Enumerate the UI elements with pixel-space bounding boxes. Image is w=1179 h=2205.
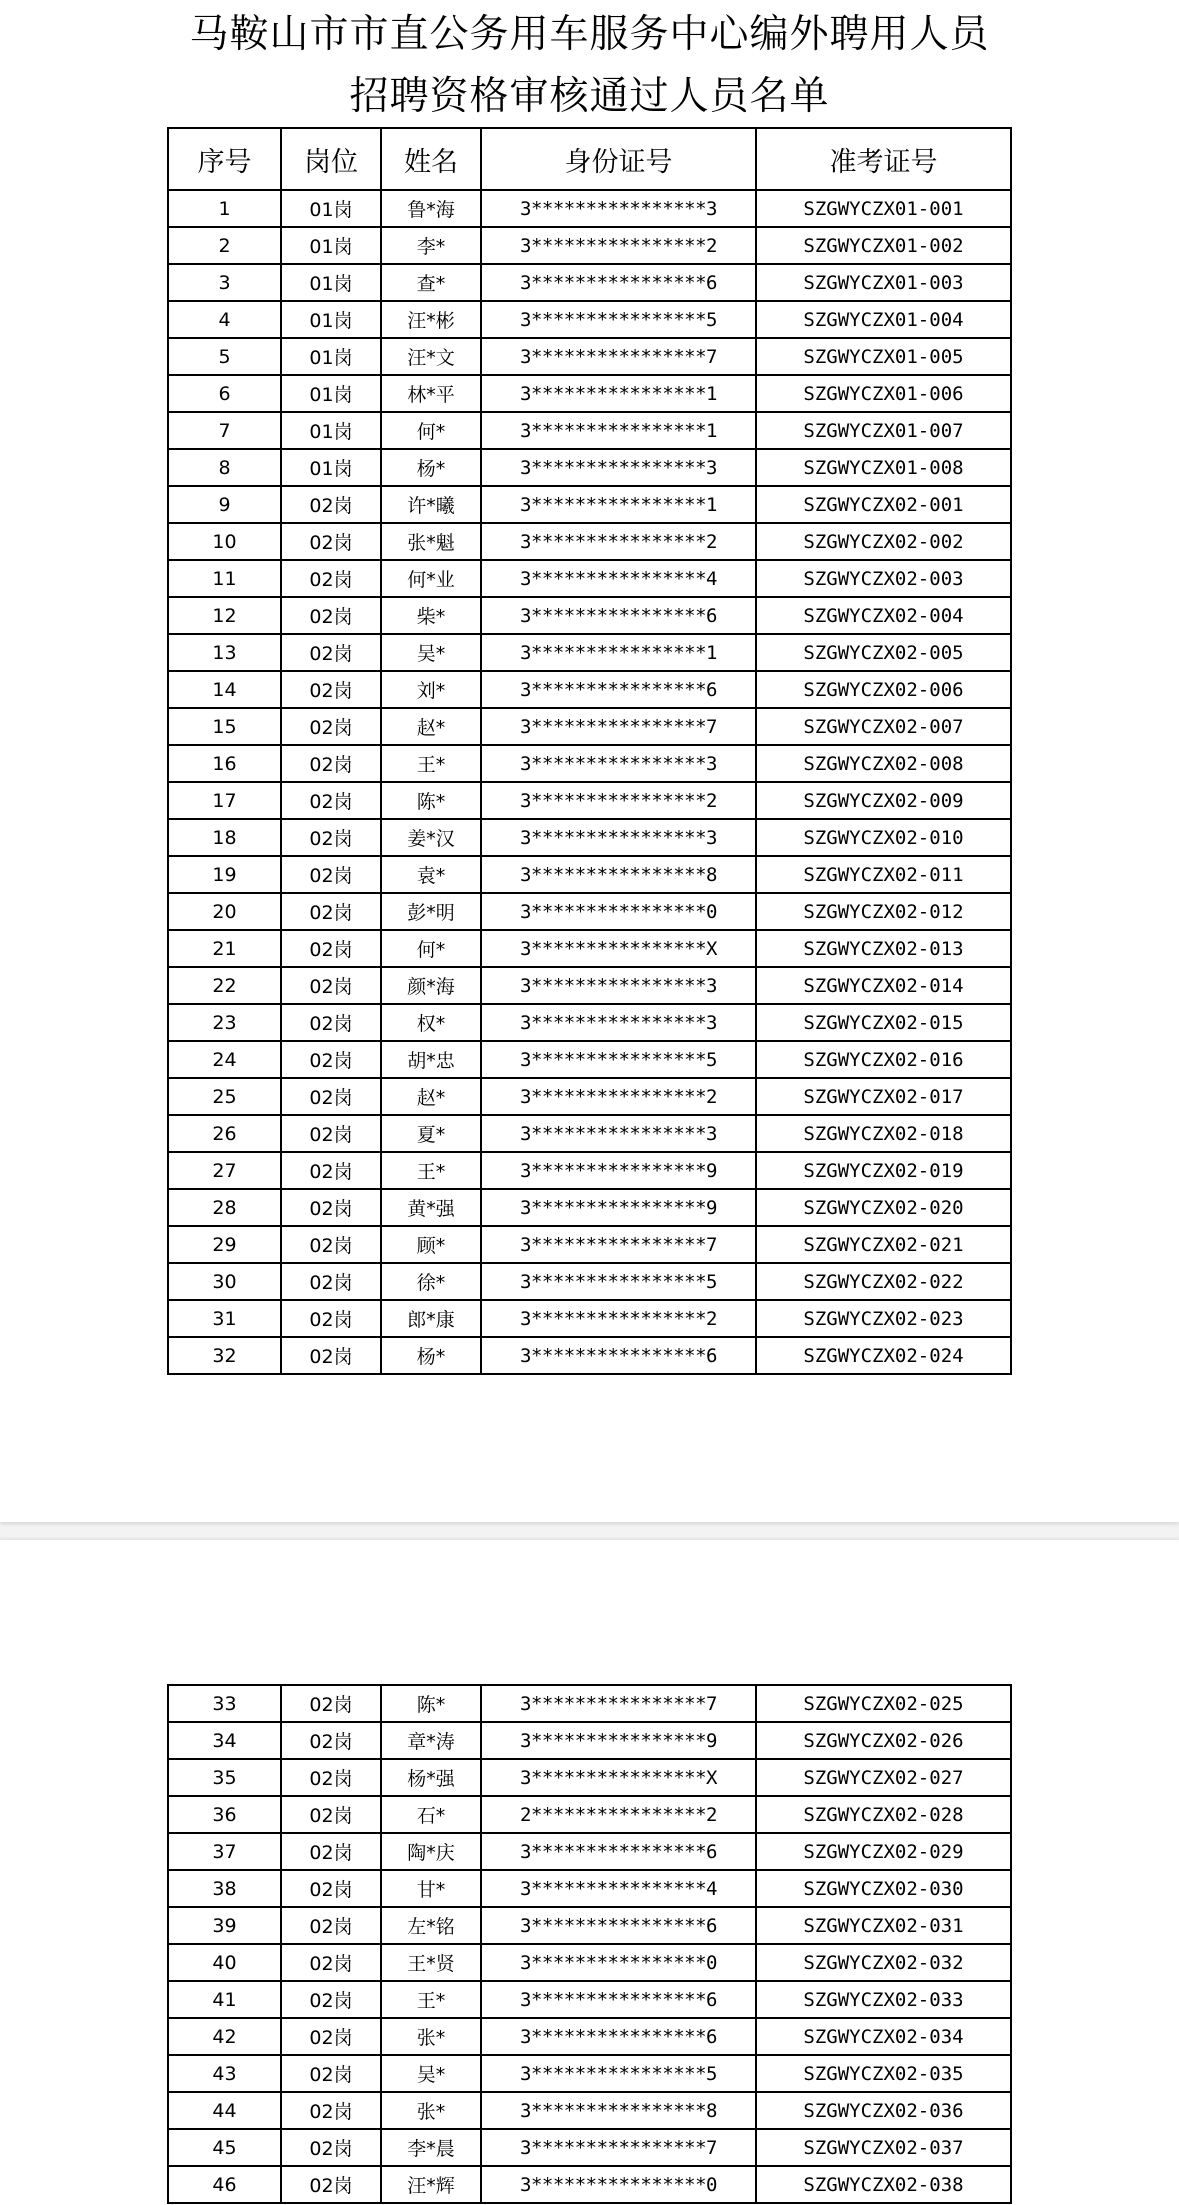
cell-ticket-number: SZGWYCZX02-038 [756,2166,1011,2203]
cell-post: 02岗 [281,486,381,523]
cell-id-number: 3****************3 [481,1115,756,1152]
cell-name: 左*铭 [381,1907,481,1944]
cell-serial: 17 [168,782,281,819]
cell-serial: 27 [168,1152,281,1189]
cell-ticket-number: SZGWYCZX01-005 [756,338,1011,375]
cell-post: 02岗 [281,2055,381,2092]
cell-post: 02岗 [281,1300,381,1337]
cell-post: 02岗 [281,782,381,819]
cell-name: 何* [381,930,481,967]
cell-name: 王* [381,745,481,782]
table-row [168,338,1011,375]
cell-id-number: 3****************1 [481,486,756,523]
cell-ticket-number: SZGWYCZX02-021 [756,1226,1011,1263]
header-post: 岗位 [281,128,381,190]
cell-post: 02岗 [281,1263,381,1300]
cell-ticket-number: SZGWYCZX02-027 [756,1759,1011,1796]
cell-id-number: 3****************3 [481,745,756,782]
table-row [168,1115,1011,1152]
cell-id-number: 3****************7 [481,708,756,745]
cell-serial: 2 [168,227,281,264]
cell-ticket-number: SZGWYCZX02-017 [756,1078,1011,1115]
cell-post: 02岗 [281,2166,381,2203]
table-row [168,1722,1011,1759]
table-row [168,2166,1011,2203]
cell-post: 02岗 [281,2018,381,2055]
table-row [168,597,1011,634]
table-row [168,930,1011,967]
table-row [168,190,1011,227]
cell-serial: 11 [168,560,281,597]
cell-name: 刘* [381,671,481,708]
cell-ticket-number: SZGWYCZX02-006 [756,671,1011,708]
cell-serial: 45 [168,2129,281,2166]
cell-ticket-number: SZGWYCZX02-015 [756,1004,1011,1041]
table-row [168,1685,1011,1722]
cell-post: 02岗 [281,856,381,893]
cell-id-number: 3****************0 [481,893,756,930]
cell-ticket-number: SZGWYCZX02-023 [756,1300,1011,1337]
cell-serial: 5 [168,338,281,375]
cell-id-number: 3****************1 [481,412,756,449]
table-row [168,560,1011,597]
table-row [168,1004,1011,1041]
cell-ticket-number: SZGWYCZX02-025 [756,1685,1011,1722]
cell-id-number: 3****************7 [481,1226,756,1263]
cell-id-number: 3****************X [481,1759,756,1796]
cell-id-number: 3****************8 [481,856,756,893]
roster-table-page-1 [167,127,1012,1375]
cell-serial: 44 [168,2092,281,2129]
cell-ticket-number: SZGWYCZX02-012 [756,893,1011,930]
cell-ticket-number: SZGWYCZX02-024 [756,1337,1011,1374]
cell-serial: 1 [168,190,281,227]
table-row [168,412,1011,449]
cell-serial: 46 [168,2166,281,2203]
cell-id-number: 3****************4 [481,560,756,597]
table-row [168,486,1011,523]
cell-serial: 25 [168,1078,281,1115]
cell-name: 张*魁 [381,523,481,560]
cell-name: 鲁*海 [381,190,481,227]
cell-id-number: 3****************2 [481,782,756,819]
cell-id-number: 3****************2 [481,523,756,560]
cell-post: 02岗 [281,1004,381,1041]
cell-ticket-number: SZGWYCZX01-008 [756,449,1011,486]
cell-id-number: 2****************2 [481,1796,756,1833]
cell-post: 02岗 [281,893,381,930]
roster-table-body-page-1 [168,190,1011,1374]
cell-name: 吴* [381,2055,481,2092]
cell-ticket-number: SZGWYCZX02-031 [756,1907,1011,1944]
cell-id-number: 3****************5 [481,2055,756,2092]
table-row [168,634,1011,671]
cell-post: 02岗 [281,1870,381,1907]
cell-name: 陈* [381,1685,481,1722]
cell-serial: 6 [168,375,281,412]
cell-name: 汪*辉 [381,2166,481,2203]
cell-post: 02岗 [281,560,381,597]
cell-post: 02岗 [281,1041,381,1078]
cell-id-number: 3****************9 [481,1189,756,1226]
cell-serial: 37 [168,1833,281,1870]
cell-post: 02岗 [281,1152,381,1189]
cell-serial: 21 [168,930,281,967]
cell-id-number: 3****************X [481,930,756,967]
cell-ticket-number: SZGWYCZX02-018 [756,1115,1011,1152]
cell-post: 02岗 [281,1115,381,1152]
table-row [168,1833,1011,1870]
cell-id-number: 3****************3 [481,449,756,486]
cell-serial: 19 [168,856,281,893]
cell-serial: 43 [168,2055,281,2092]
table-row [168,375,1011,412]
cell-serial: 9 [168,486,281,523]
cell-post: 02岗 [281,967,381,1004]
cell-ticket-number: SZGWYCZX01-007 [756,412,1011,449]
cell-ticket-number: SZGWYCZX02-030 [756,1870,1011,1907]
cell-ticket-number: SZGWYCZX02-026 [756,1722,1011,1759]
cell-name: 陈* [381,782,481,819]
cell-ticket-number: SZGWYCZX02-010 [756,819,1011,856]
cell-name: 赵* [381,1078,481,1115]
cell-serial: 35 [168,1759,281,1796]
cell-serial: 32 [168,1337,281,1374]
cell-post: 02岗 [281,708,381,745]
header-name: 姓名 [381,128,481,190]
cell-post: 02岗 [281,1685,381,1722]
cell-serial: 40 [168,1944,281,1981]
cell-serial: 8 [168,449,281,486]
cell-ticket-number: SZGWYCZX02-005 [756,634,1011,671]
table-row [168,2055,1011,2092]
document-title-line-2: 招聘资格审核通过人员名单 [349,74,830,119]
cell-name: 颜*海 [381,967,481,1004]
cell-serial: 30 [168,1263,281,1300]
table-row [168,1263,1011,1300]
cell-id-number: 3****************8 [481,2092,756,2129]
cell-name: 张* [381,2018,481,2055]
cell-id-number: 3****************6 [481,1981,756,2018]
cell-id-number: 3****************9 [481,1152,756,1189]
cell-name: 王* [381,1981,481,2018]
cell-post: 02岗 [281,671,381,708]
cell-id-number: 3****************2 [481,1078,756,1115]
cell-serial: 33 [168,1685,281,1722]
cell-name: 黄*强 [381,1189,481,1226]
cell-name: 张* [381,2092,481,2129]
cell-ticket-number: SZGWYCZX02-007 [756,708,1011,745]
cell-post: 02岗 [281,597,381,634]
cell-name: 袁* [381,856,481,893]
cell-serial: 38 [168,1870,281,1907]
cell-serial: 22 [168,967,281,1004]
cell-post: 02岗 [281,1759,381,1796]
cell-id-number: 3****************9 [481,1722,756,1759]
cell-serial: 4 [168,301,281,338]
cell-name: 姜*汉 [381,819,481,856]
table-row [168,893,1011,930]
cell-serial: 7 [168,412,281,449]
document-page-2 [0,1540,1179,2205]
cell-ticket-number: SZGWYCZX02-004 [756,597,1011,634]
cell-ticket-number: SZGWYCZX02-008 [756,745,1011,782]
cell-post: 01岗 [281,338,381,375]
cell-post: 02岗 [281,745,381,782]
cell-ticket-number: SZGWYCZX02-022 [756,1263,1011,1300]
document-title-line-1: 马鞍山市市直公务用车服务中心编外聘用人员 [189,12,990,57]
table-row [168,1078,1011,1115]
cell-name: 汪*彬 [381,301,481,338]
cell-name: 石* [381,1796,481,1833]
cell-post: 02岗 [281,1337,381,1374]
cell-serial: 23 [168,1004,281,1041]
cell-serial: 15 [168,708,281,745]
cell-post: 02岗 [281,1226,381,1263]
table-row [168,449,1011,486]
table-row [168,1041,1011,1078]
table-row [168,2018,1011,2055]
cell-name: 王* [381,1152,481,1189]
table-row [168,745,1011,782]
cell-serial: 41 [168,1981,281,2018]
table-row [168,1907,1011,1944]
cell-ticket-number: SZGWYCZX01-004 [756,301,1011,338]
cell-ticket-number: SZGWYCZX02-033 [756,1981,1011,2018]
cell-id-number: 3****************6 [481,1907,756,1944]
cell-name: 李* [381,227,481,264]
cell-ticket-number: SZGWYCZX01-003 [756,264,1011,301]
table-row [168,708,1011,745]
cell-serial: 36 [168,1796,281,1833]
cell-post: 01岗 [281,412,381,449]
cell-id-number: 3****************2 [481,227,756,264]
cell-name: 顾* [381,1226,481,1263]
table-row [168,1870,1011,1907]
cell-post: 01岗 [281,449,381,486]
cell-serial: 3 [168,264,281,301]
table-row [168,1337,1011,1374]
cell-name: 柴* [381,597,481,634]
cell-ticket-number: SZGWYCZX01-002 [756,227,1011,264]
cell-serial: 31 [168,1300,281,1337]
cell-serial: 39 [168,1907,281,1944]
cell-name: 胡*忠 [381,1041,481,1078]
cell-name: 何* [381,412,481,449]
roster-table-page-2 [167,1684,1012,2204]
table-row [168,2129,1011,2166]
cell-post: 01岗 [281,190,381,227]
cell-post: 02岗 [281,1981,381,2018]
table-row [168,1981,1011,2018]
cell-id-number: 3****************3 [481,819,756,856]
cell-serial: 24 [168,1041,281,1078]
cell-name: 徐* [381,1263,481,1300]
cell-post: 02岗 [281,523,381,560]
cell-ticket-number: SZGWYCZX02-016 [756,1041,1011,1078]
cell-ticket-number: SZGWYCZX02-036 [756,2092,1011,2129]
cell-id-number: 3****************5 [481,1041,756,1078]
cell-serial: 20 [168,893,281,930]
table-row [168,1152,1011,1189]
table-row [168,523,1011,560]
cell-ticket-number: SZGWYCZX02-029 [756,1833,1011,1870]
cell-name: 杨* [381,1337,481,1374]
cell-ticket-number: SZGWYCZX01-001 [756,190,1011,227]
cell-ticket-number: SZGWYCZX02-001 [756,486,1011,523]
cell-serial: 26 [168,1115,281,1152]
roster-table-body-page-2 [168,1685,1011,2203]
cell-name: 许*曦 [381,486,481,523]
cell-id-number: 3****************0 [481,2166,756,2203]
table-header-row [168,128,1011,190]
cell-name: 汪*文 [381,338,481,375]
header-id-number: 身份证号 [481,128,756,190]
cell-post: 02岗 [281,2129,381,2166]
table-row [168,782,1011,819]
cell-serial: 12 [168,597,281,634]
cell-post: 01岗 [281,375,381,412]
table-row [168,227,1011,264]
cell-post: 02岗 [281,819,381,856]
cell-id-number: 3****************3 [481,1004,756,1041]
cell-name: 彭*明 [381,893,481,930]
cell-id-number: 3****************6 [481,1337,756,1374]
cell-id-number: 3****************2 [481,1300,756,1337]
cell-serial: 28 [168,1189,281,1226]
cell-id-number: 3****************7 [481,2129,756,2166]
cell-post: 02岗 [281,1833,381,1870]
table-row [168,1300,1011,1337]
cell-name: 何*业 [381,560,481,597]
cell-id-number: 3****************1 [481,375,756,412]
cell-post: 02岗 [281,1944,381,1981]
cell-ticket-number: SZGWYCZX02-003 [756,560,1011,597]
cell-post: 02岗 [281,1078,381,1115]
cell-post: 02岗 [281,1189,381,1226]
cell-post: 02岗 [281,1722,381,1759]
cell-serial: 29 [168,1226,281,1263]
cell-name: 李*晨 [381,2129,481,2166]
cell-serial: 14 [168,671,281,708]
cell-serial: 13 [168,634,281,671]
cell-id-number: 3****************4 [481,1870,756,1907]
cell-post: 02岗 [281,1796,381,1833]
cell-ticket-number: SZGWYCZX01-006 [756,375,1011,412]
cell-ticket-number: SZGWYCZX02-034 [756,2018,1011,2055]
table-row [168,967,1011,1004]
cell-ticket-number: SZGWYCZX02-011 [756,856,1011,893]
cell-ticket-number: SZGWYCZX02-002 [756,523,1011,560]
cell-id-number: 3****************3 [481,967,756,1004]
cell-id-number: 3****************7 [481,1685,756,1722]
cell-post: 02岗 [281,634,381,671]
cell-ticket-number: SZGWYCZX02-009 [756,782,1011,819]
cell-post: 01岗 [281,301,381,338]
cell-serial: 42 [168,2018,281,2055]
cell-name: 林*平 [381,375,481,412]
table-row [168,301,1011,338]
cell-name: 权* [381,1004,481,1041]
table-row [168,1796,1011,1833]
cell-id-number: 3****************7 [481,338,756,375]
table-row [168,1226,1011,1263]
cell-post: 01岗 [281,227,381,264]
cell-name: 杨* [381,449,481,486]
cell-post: 02岗 [281,2092,381,2129]
table-row [168,671,1011,708]
header-serial: 序号 [168,128,281,190]
cell-ticket-number: SZGWYCZX02-019 [756,1152,1011,1189]
cell-ticket-number: SZGWYCZX02-035 [756,2055,1011,2092]
cell-id-number: 3****************6 [481,2018,756,2055]
table-row [168,1759,1011,1796]
cell-ticket-number: SZGWYCZX02-013 [756,930,1011,967]
header-ticket-number: 准考证号 [756,128,1011,190]
cell-serial: 34 [168,1722,281,1759]
table-row [168,1189,1011,1226]
cell-name: 甘* [381,1870,481,1907]
cell-name: 杨*强 [381,1759,481,1796]
cell-ticket-number: SZGWYCZX02-014 [756,967,1011,1004]
cell-ticket-number: SZGWYCZX02-032 [756,1944,1011,1981]
cell-id-number: 3****************6 [481,671,756,708]
cell-id-number: 3****************6 [481,1833,756,1870]
cell-ticket-number: SZGWYCZX02-028 [756,1796,1011,1833]
cell-ticket-number: SZGWYCZX02-037 [756,2129,1011,2166]
cell-name: 吴* [381,634,481,671]
table-row [168,856,1011,893]
cell-id-number: 3****************1 [481,634,756,671]
table-row [168,1944,1011,1981]
cell-id-number: 3****************0 [481,1944,756,1981]
table-row [168,2092,1011,2129]
cell-ticket-number: SZGWYCZX02-020 [756,1189,1011,1226]
cell-id-number: 3****************3 [481,190,756,227]
cell-post: 02岗 [281,930,381,967]
cell-name: 赵* [381,708,481,745]
cell-name: 王*贤 [381,1944,481,1981]
cell-name: 夏* [381,1115,481,1152]
cell-serial: 16 [168,745,281,782]
cell-id-number: 3****************5 [481,301,756,338]
cell-serial: 18 [168,819,281,856]
table-row [168,819,1011,856]
cell-name: 查* [381,264,481,301]
cell-name: 章*涛 [381,1722,481,1759]
cell-id-number: 3****************6 [481,264,756,301]
cell-id-number: 3****************5 [481,1263,756,1300]
cell-serial: 10 [168,523,281,560]
cell-post: 01岗 [281,264,381,301]
cell-name: 郎*康 [381,1300,481,1337]
cell-id-number: 3****************6 [481,597,756,634]
cell-post: 02岗 [281,1907,381,1944]
table-row [168,264,1011,301]
cell-name: 陶*庆 [381,1833,481,1870]
